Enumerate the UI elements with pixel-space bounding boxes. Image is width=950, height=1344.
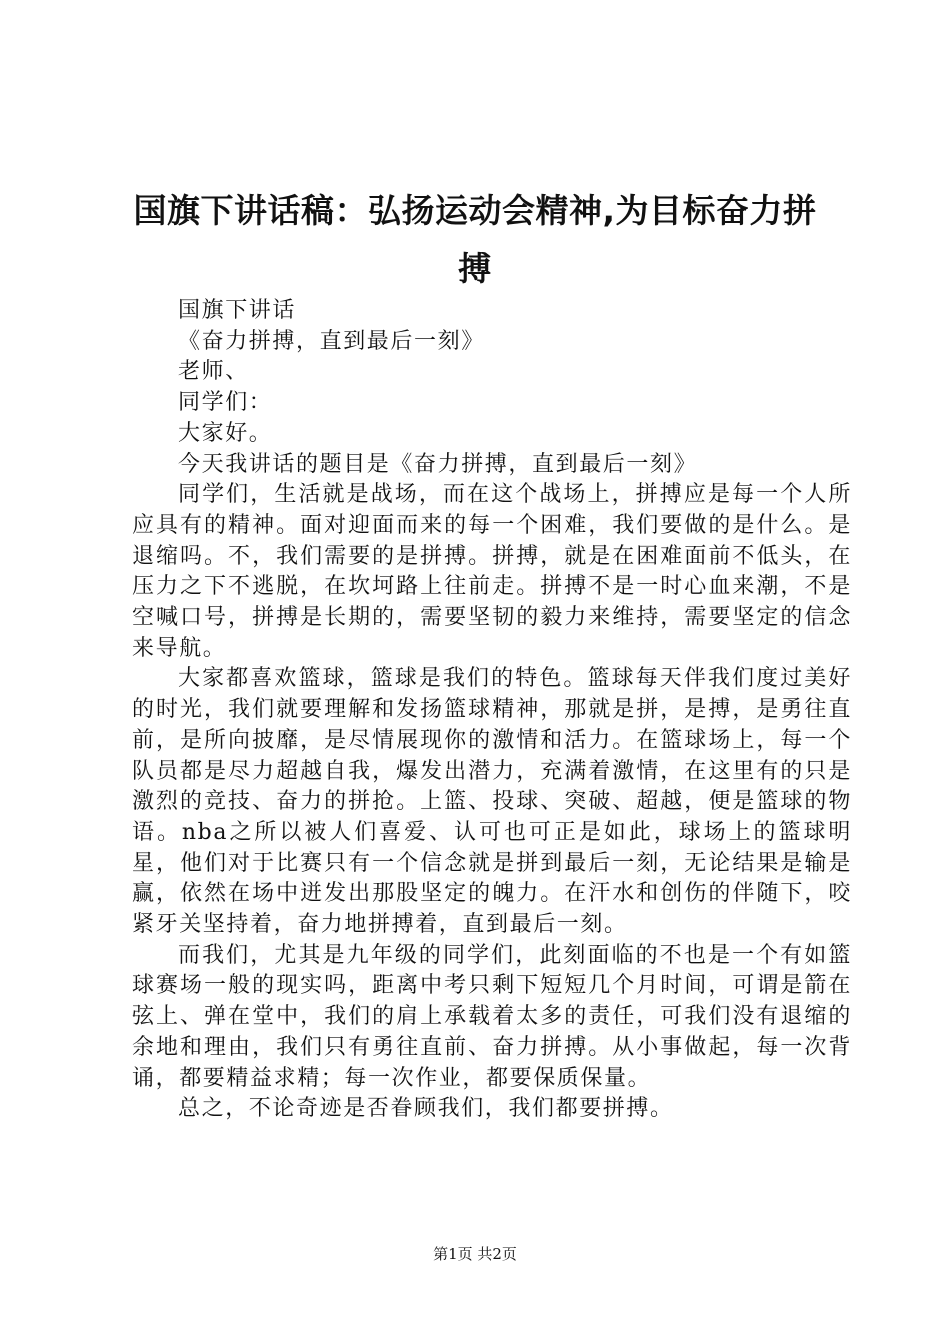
body-paragraph: 总之，不论奇迹是否眷顾我们，我们都要拼搏。 <box>178 1096 674 1122</box>
intro-line-speech-title: 《奋力拼搏，直到最后一刻》 <box>178 328 485 354</box>
page-footer: 第1页 共2页 <box>433 1245 517 1263</box>
body-paragraph: 同学们，生活就是战场，而在这个战场上，拼搏应是每一个人所应具有的精神。面对迎面而来的每一个困难，我们要做的是什么。是退缩吗。不，我们需要的是拼搏。拼搏，就是在困难面前不低头，在压力之下不逃脱，在坎坷路上往前走。拼搏不是一时心血来潮，不是空喊口号，拼搏是长期的，需要坚韧的毅力来维持，需要坚定的信念来导航。 <box>132 482 852 661</box>
intro-line-speech-label: 国旗下讲话 <box>178 298 297 323</box>
body-paragraph: 大家都喜欢篮球，篮球是我们的特色。篮球每天伴我们度过美好的时光，我们就要理解和发扬篮球精神，那就是拼，是搏，是勇往直前，是所向披靡，是尽情展现你的激情和活力。在篮球场上，每一个队员都是尽力超越自我，爆发出潜力，充满着激情，在这里有的只是激烈的竞技、奋力的拼抢。上篮、投球、突破、超越，便是篮球的物语。nba之所以被人们喜爱、认可也可正是如此，球场上的篮球明星，他们对于比赛只有一个信念就是拼到最后一刻，无论结果是输是赢，依然在场中迸发出那股坚定的魄力。在汗水和创伤的伴随下，咬紧牙关坚持着，奋力地拼搏着，直到最后一刻。 <box>132 666 852 938</box>
document-title: 国旗下讲话稿：弘扬运动会精神,为目标奋力拼搏 <box>133 191 817 288</box>
document-body <box>132 296 852 1125</box>
intro-line-hello: 大家好。 <box>178 420 273 446</box>
intro-line-greeting-students: 同学们： <box>178 390 273 416</box>
intro-line-greeting-teachers: 老师、 <box>178 359 249 385</box>
intro-line-topic: 今天我讲话的题目是《奋力拼搏，直到最后一刻》 <box>178 451 698 477</box>
body-paragraph: 而我们，尤其是九年级的同学们，此刻面临的不也是一个有如篮球赛场一般的现实吗，距离中考只剩下短短几个月时间，可谓是箭在弦上、弹在堂中，我们的肩上承载着太多的责任，可我们没有退缩的余地和理由，我们只有勇往直前、奋力拼搏。从小事做起，每一次背诵，都要精益求精；每一次作业，都要保质保量。 <box>132 942 852 1091</box>
